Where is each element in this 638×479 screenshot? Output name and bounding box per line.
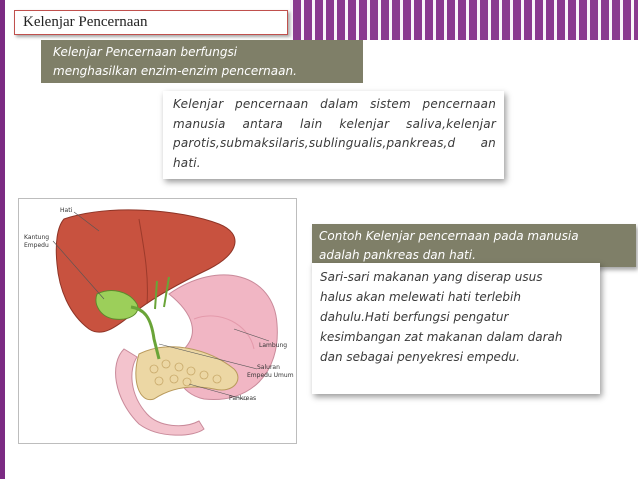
liver-function-line3: dahulu.Hati berfungsi pengatur	[320, 310, 509, 324]
caption-function	[41, 40, 363, 83]
glands-description-text: Kelenjar pencernaan dalam sistem pencernaan manusia antara lain kelenjar saliva,kelenjar parotis,submaksilaris,sublingualis,pankreas,d an hati.	[173, 97, 496, 170]
label-saluran: Saluran	[257, 364, 280, 371]
label-empedu-umum: Empedu Umum	[247, 372, 294, 379]
caption-example-line2: adalah pankreas dan hati.	[319, 248, 476, 262]
liver-function-line1: Sari-sari makanan yang diserap usus	[320, 270, 543, 284]
glands-description-card	[163, 91, 504, 179]
liver-function-line5: dan sebagai penyekresi empedu.	[320, 350, 520, 364]
liver-function-line2: halus akan melewati hati terlebih	[320, 290, 521, 304]
caption-function-line2: menghasilkan enzim-enzim pencernaan.	[53, 64, 297, 78]
digestive-glands-figure	[18, 198, 297, 444]
label-empedu: Empedu	[24, 242, 49, 249]
label-pankreas: Pankreas	[229, 395, 257, 402]
header-stripe-band	[290, 0, 638, 40]
caption-function-line1: Kelenjar Pencernaan berfungsi	[53, 45, 238, 59]
caption-example	[312, 224, 636, 267]
organ-illustration	[19, 199, 296, 443]
label-kantung: Kantung	[24, 234, 50, 241]
slide-title: Kelenjar Pencernaan	[14, 10, 288, 35]
liver-function-line4: kesimbangan zat makanan dalam darah	[320, 330, 563, 344]
liver-function-card	[312, 263, 600, 394]
left-accent-bar	[0, 0, 5, 479]
label-lambung: Lambung	[259, 342, 288, 349]
caption-example-line1: Contoh Kelenjar pencernaan pada manusia	[319, 229, 579, 243]
label-hati: Hati	[60, 207, 73, 214]
